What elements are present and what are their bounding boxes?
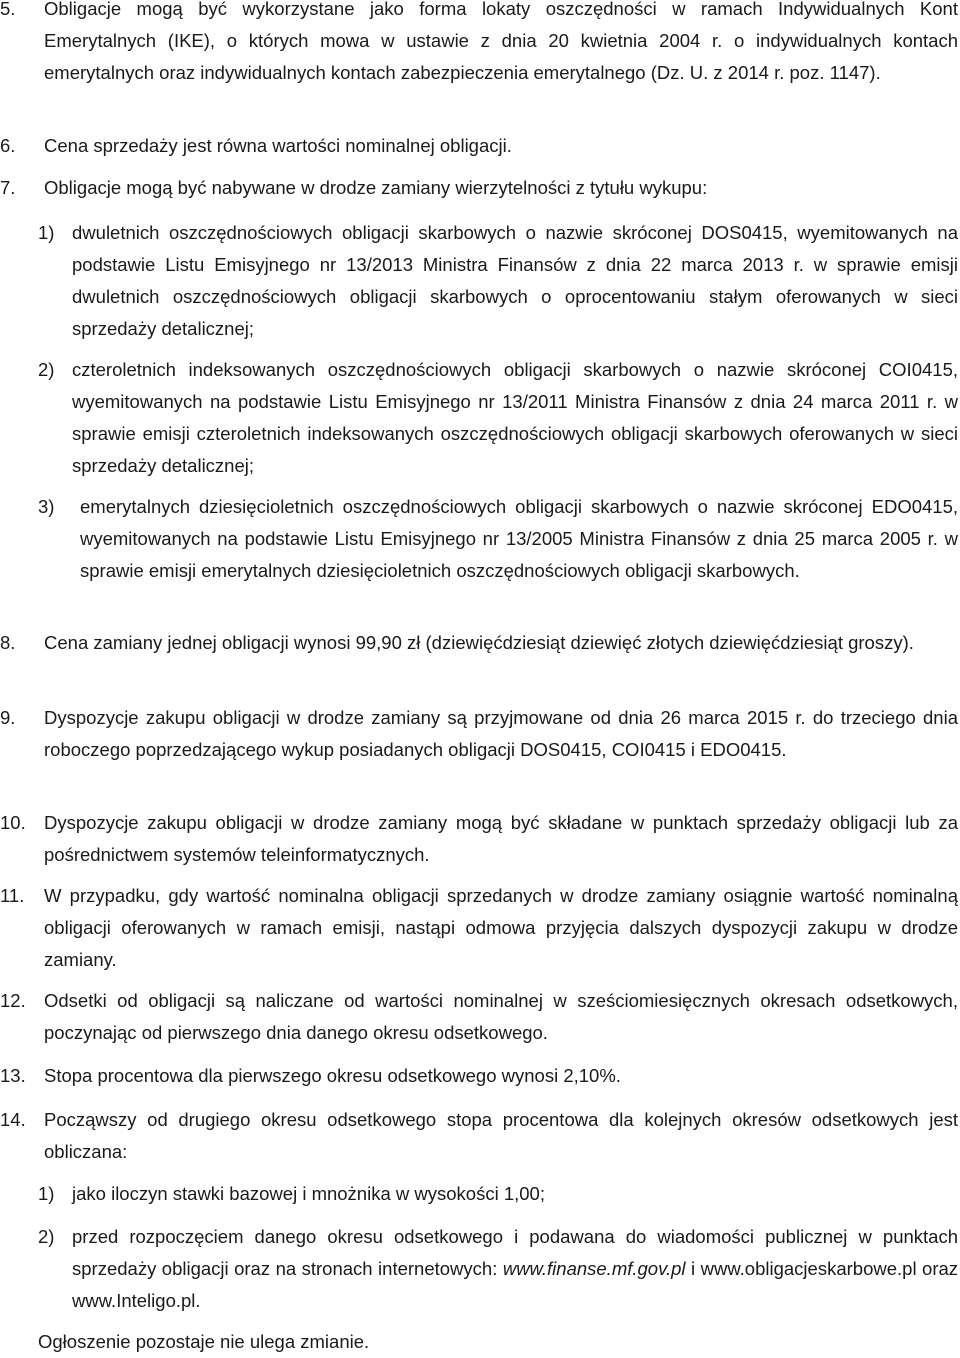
list-item-8 <box>0 627 958 659</box>
list-item-5 <box>0 0 958 89</box>
item-number: 5. <box>0 0 16 19</box>
link-obligacjeskarbowe[interactable]: www.obligacjeskarbowe.pl <box>700 1258 917 1279</box>
list-item-6 <box>0 130 958 162</box>
list-item-11 <box>0 880 958 976</box>
sub-item-text: dwuletnich oszczędnościowych obligacji skarbowych o nazwie skróconej DOS0415, wyemitowanych na podstawie Listu Emisyjnego nr 13/2013 Ministra Finansów z dnia 22 marca 2013 r. w sprawie emisji dwuletnich oszczędnościowych obligacji skarbowych o oprocentowaniu stałym oferowanych w sieci sprzedaży detalicznej; <box>72 222 958 339</box>
item-text: Odsetki od obligacji są naliczane od wartości nominalnej w sześciomiesięcznych okresach odsetkowych, poczynając od pierwszego dnia danego okresu odsetkowego. <box>44 990 958 1043</box>
item-text: Dyspozycje zakupu obligacji w drodze zamiany są przyjmowane od dnia 26 marca 2015 r. do trzeciego dnia roboczego poprzedzającego wykup posiadanych obligacji DOS0415, COI0415 i EDO0415. <box>44 707 958 760</box>
sub-item-number: 3) <box>38 496 55 517</box>
conjunction-text: i <box>691 1258 696 1279</box>
item-text: Obligacje mogą być wykorzystane jako forma lokaty oszczędności w ramach Indywidualnych Kont Emerytalnych (IKE), o których mowa w ustawie z dnia 20 kwietnia 2004 r. o indywidualnych kontach emerytalnych oraz indywidualnych kontach zabezpieczenia emerytalnego (Dz. U. z 2014 r. poz. 1147). <box>44 0 958 83</box>
sub-item-7-2 <box>38 354 960 482</box>
item-number: 9. <box>0 707 16 728</box>
list-item-10 <box>0 807 958 871</box>
sub-item-text: czteroletnich indeksowanych oszczędnościowych obligacji skarbowych o nazwie skróconej COI0415, wyemitowanych na podstawie Listu Emisyjnego nr 13/2011 Ministra Finansów z dnia 24 marca 2011 r. w sprawie emisji czteroletnich indeksowanych oszczędnościowych obligacji skarbowych oferowanych w sieci sprzedaży detalicznej; <box>72 359 958 476</box>
sub-item-number: 1) <box>38 222 55 243</box>
conjunction-text: oraz <box>922 1258 959 1279</box>
item-number: 7. <box>0 177 16 198</box>
sub-item-7-1 <box>38 217 960 345</box>
sub-item-14-1 <box>38 1178 960 1210</box>
item-number: 12. <box>0 990 26 1011</box>
item-number: 10. <box>0 812 26 833</box>
item-text: Cena sprzedaży jest równa wartości nominalnej obligacji. <box>44 135 512 156</box>
sub-item-number: 1) <box>38 1183 55 1204</box>
item-number: 13. <box>0 1065 26 1086</box>
item-text: W przypadku, gdy wartość nominalna obligacji sprzedanych w drodze zamiany osiągnie wartość nominalną obligacji oferowanych w ramach emisji, nastąpi odmowa przyjęcia dalszych dyspozycji zakupu w drodze zamiany. <box>44 885 958 970</box>
item-text: Obligacje mogą być nabywane w drodze zamiany wierzytelności z tytułu wykupu: <box>44 177 708 198</box>
sub-item-number: 2) <box>38 359 55 380</box>
item-text: Dyspozycje zakupu obligacji w drodze zamiany mogą być składane w punktach sprzedaży obligacji lub za pośrednictwem systemów teleinformatycznych. <box>44 812 958 865</box>
sub-item-text <box>72 1221 958 1317</box>
list-item-7 <box>0 172 958 204</box>
item-number: 11. <box>0 885 25 906</box>
link-inteligo[interactable]: www.Inteligo.pl. <box>72 1290 201 1311</box>
item-number: 14. <box>0 1109 26 1130</box>
item-text: Stopa procentowa dla pierwszego okresu odsetkowego wynosi 2,10%. <box>44 1065 621 1086</box>
sub-item-text-main: przed rozpoczęciem danego okresu odsetkowego i podawana do wiadomości publicznej w punktach sprzedaży obligacji oraz na stronach internetowych: <box>72 1226 958 1279</box>
sub-item-14-2 <box>38 1221 960 1317</box>
sub-item-text: jako iloczyn stawki bazowej i mnożnika w wysokości 1,00; <box>72 1183 545 1204</box>
link-finanse[interactable]: www.finanse.mf.gov.pl <box>502 1258 686 1279</box>
list-item-12 <box>0 985 958 1049</box>
item-number: 6. <box>0 135 16 156</box>
list-item-13 <box>0 1060 958 1092</box>
list-item-9 <box>0 702 958 766</box>
item-text: Cena zamiany jednej obligacji wynosi 99,90 zł (dziewięćdziesiąt dziewięć złotych dziewięćdziesiąt groszy). <box>44 632 914 653</box>
sub-item-number: 2) <box>38 1226 55 1247</box>
sub-item-text: emerytalnych dziesięcioletnich oszczędnościowych obligacji skarbowych o nazwie skróconej EDO0415, wyemitowanych na podstawie Listu Emisyjnego nr 13/2005 Ministra Finansów z dnia 25 marca 2005 r. w sprawie emisji emerytalnych dziesięcioletnich oszczędnościowych obligacji skarbowych. <box>80 496 958 581</box>
list-item-14 <box>0 1104 958 1168</box>
item-number: 8. <box>0 632 16 653</box>
item-text: Począwszy od drugiego okresu odsetkowego stopa procentowa dla kolejnych okresów odsetkowych jest obliczana: <box>44 1109 958 1162</box>
closing-statement: Ogłoszenie pozostaje nie ulega zmianie. <box>38 1331 370 1352</box>
sub-item-7-3 <box>38 491 960 587</box>
